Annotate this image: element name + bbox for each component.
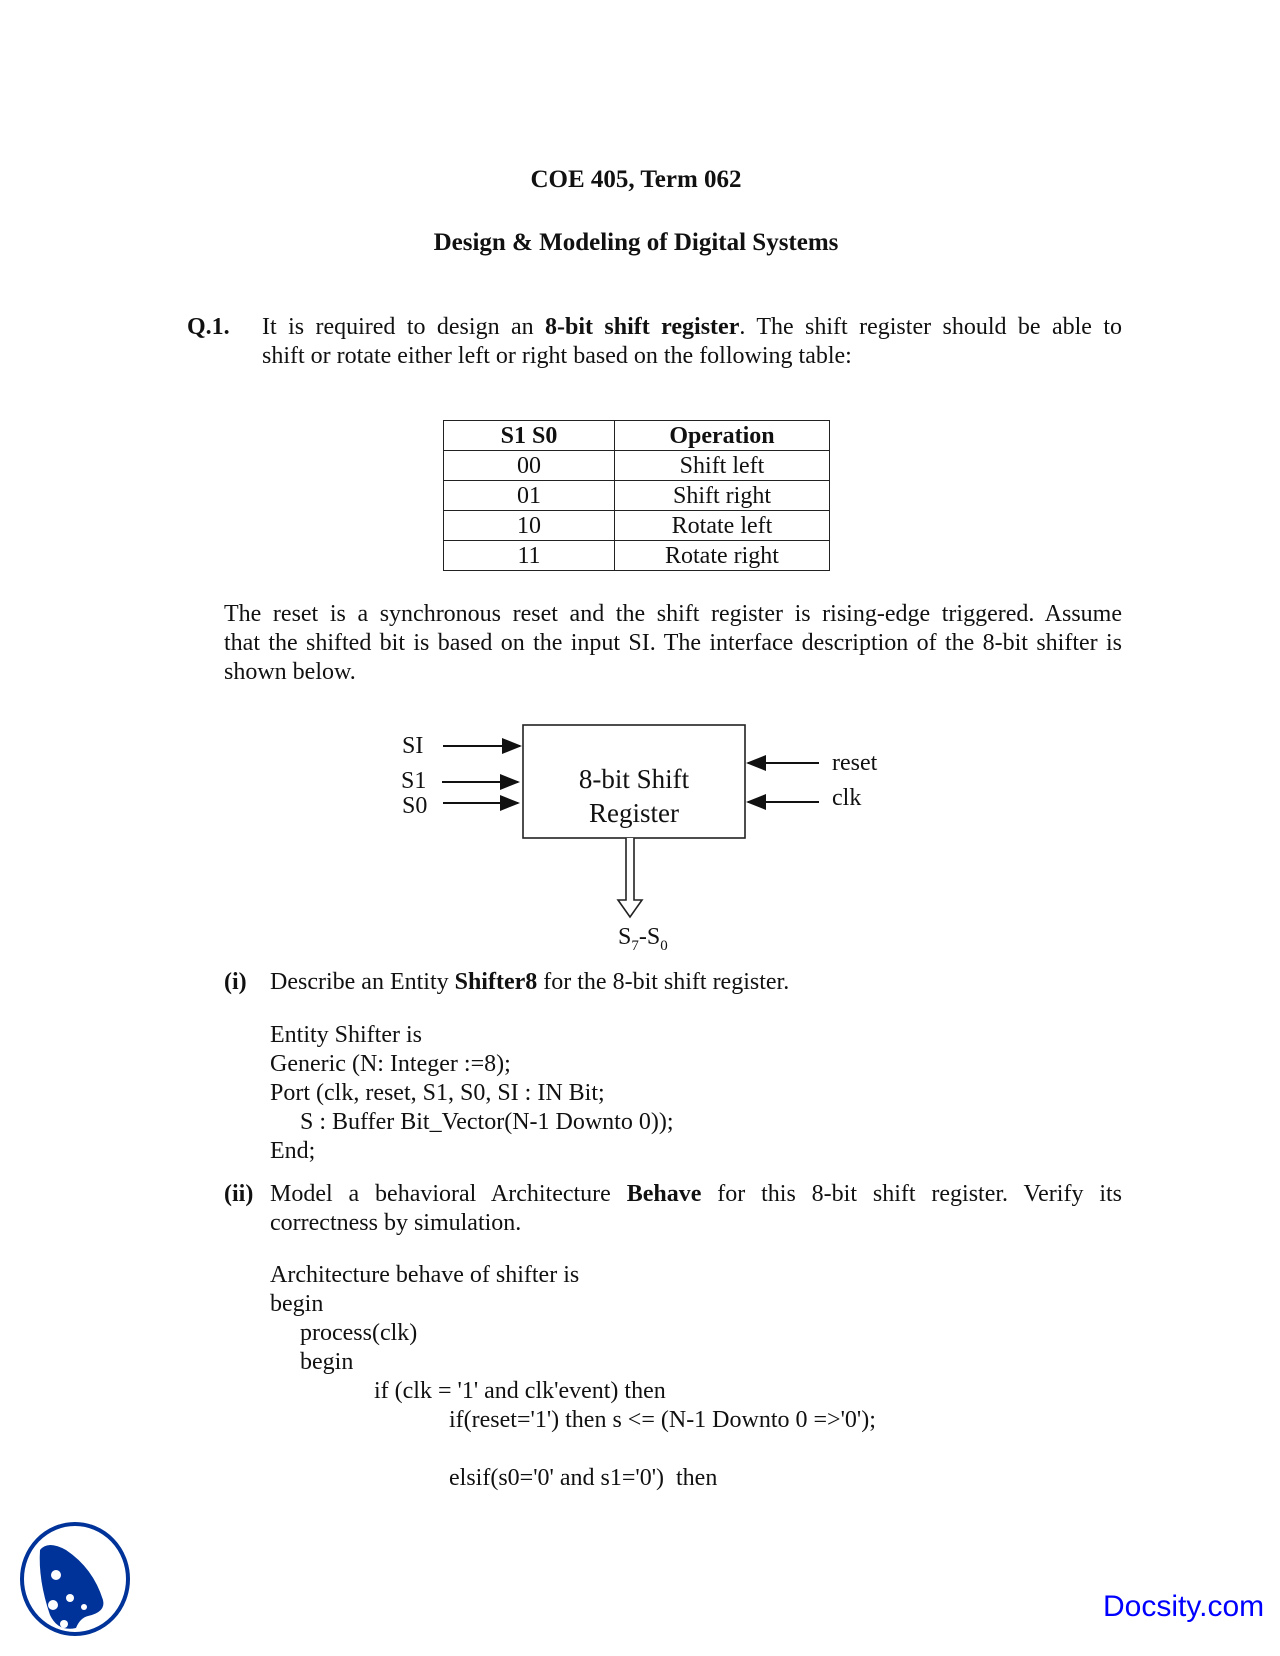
code-line: process(clk) xyxy=(300,1320,418,1346)
question-number: Q.1. xyxy=(187,314,230,340)
code-line: S : Buffer Bit_Vector(N-1 Downto 0)); xyxy=(300,1109,674,1135)
course-title: COE 405, Term 062 xyxy=(530,166,742,193)
cell-code: 10 xyxy=(444,511,615,541)
part-i-label: (i) xyxy=(224,969,247,995)
code-line: Generic (N: Integer :=8); xyxy=(270,1051,511,1077)
cell-operation: Rotate left xyxy=(615,511,830,541)
cell-code: 11 xyxy=(444,541,615,571)
code-line: elsif(s0='0' and s1='0') then xyxy=(449,1465,718,1491)
part-i-text: Describe an Entity Shifter8 for the 8-bit shift register. xyxy=(270,969,790,995)
code-line: Entity Shifter is xyxy=(270,1022,422,1048)
docsity-logo-icon xyxy=(18,1520,133,1638)
output-label: $S_7-S_0$ xyxy=(618,924,668,954)
subject-title: Design & Modeling of Digital Systems xyxy=(433,229,839,256)
reset-label: reset xyxy=(832,750,878,776)
part-ii-text-2: correctness by simulation. xyxy=(270,1210,522,1236)
cell-code: 00 xyxy=(444,451,615,481)
paragraph-line-2: that the shifted bit is based on the input SI. The interface description of the 8-bit shifter is xyxy=(224,630,1122,656)
cell-operation: Rotate right xyxy=(615,541,830,571)
cell-operation: Shift left xyxy=(615,451,830,481)
code-line: if (clk = '1' and clk'event) then xyxy=(374,1378,666,1404)
si-label: SI xyxy=(402,733,424,759)
header-operation: Operation xyxy=(615,421,830,451)
question-line-1: It is required to design an 8-bit shift register. The shift register should be able to xyxy=(262,314,1123,340)
cell-code: 01 xyxy=(444,481,615,511)
code-line: if(reset='1') then s <= (N-1 Downto 0 =>'0'); xyxy=(449,1407,876,1433)
s1-label: S1 xyxy=(401,768,427,794)
code-line: End; xyxy=(270,1138,316,1164)
paragraph-line-1: The reset is a synchronous reset and the shift register is rising-edge triggered. Assume xyxy=(224,601,1122,627)
paragraph-line-3: shown below. xyxy=(224,659,356,685)
s0-label: S0 xyxy=(402,793,428,819)
register-label: 8-bit Shift Register xyxy=(578,764,690,828)
output-bus-arrow xyxy=(618,838,642,917)
header-s1s0: S1 S0 xyxy=(444,421,615,451)
part-ii-text: Model a behavioral Architecture Behave for this 8-bit shift register. Verify its xyxy=(270,1181,1123,1207)
clk-label: clk xyxy=(832,785,862,811)
code-line: Port (clk, reset, S1, S0, SI : IN Bit; xyxy=(270,1080,605,1106)
code-line: Architecture behave of shifter is xyxy=(270,1262,580,1288)
part-ii-label: (ii) xyxy=(224,1181,254,1207)
docsity-link[interactable]: Docsity.com xyxy=(1103,1590,1265,1623)
code-line: begin xyxy=(270,1291,324,1317)
cell-operation: Shift right xyxy=(615,481,830,511)
question-line-2: shift or rotate either left or right based on the following table: xyxy=(262,343,852,369)
code-line: begin xyxy=(300,1349,354,1375)
